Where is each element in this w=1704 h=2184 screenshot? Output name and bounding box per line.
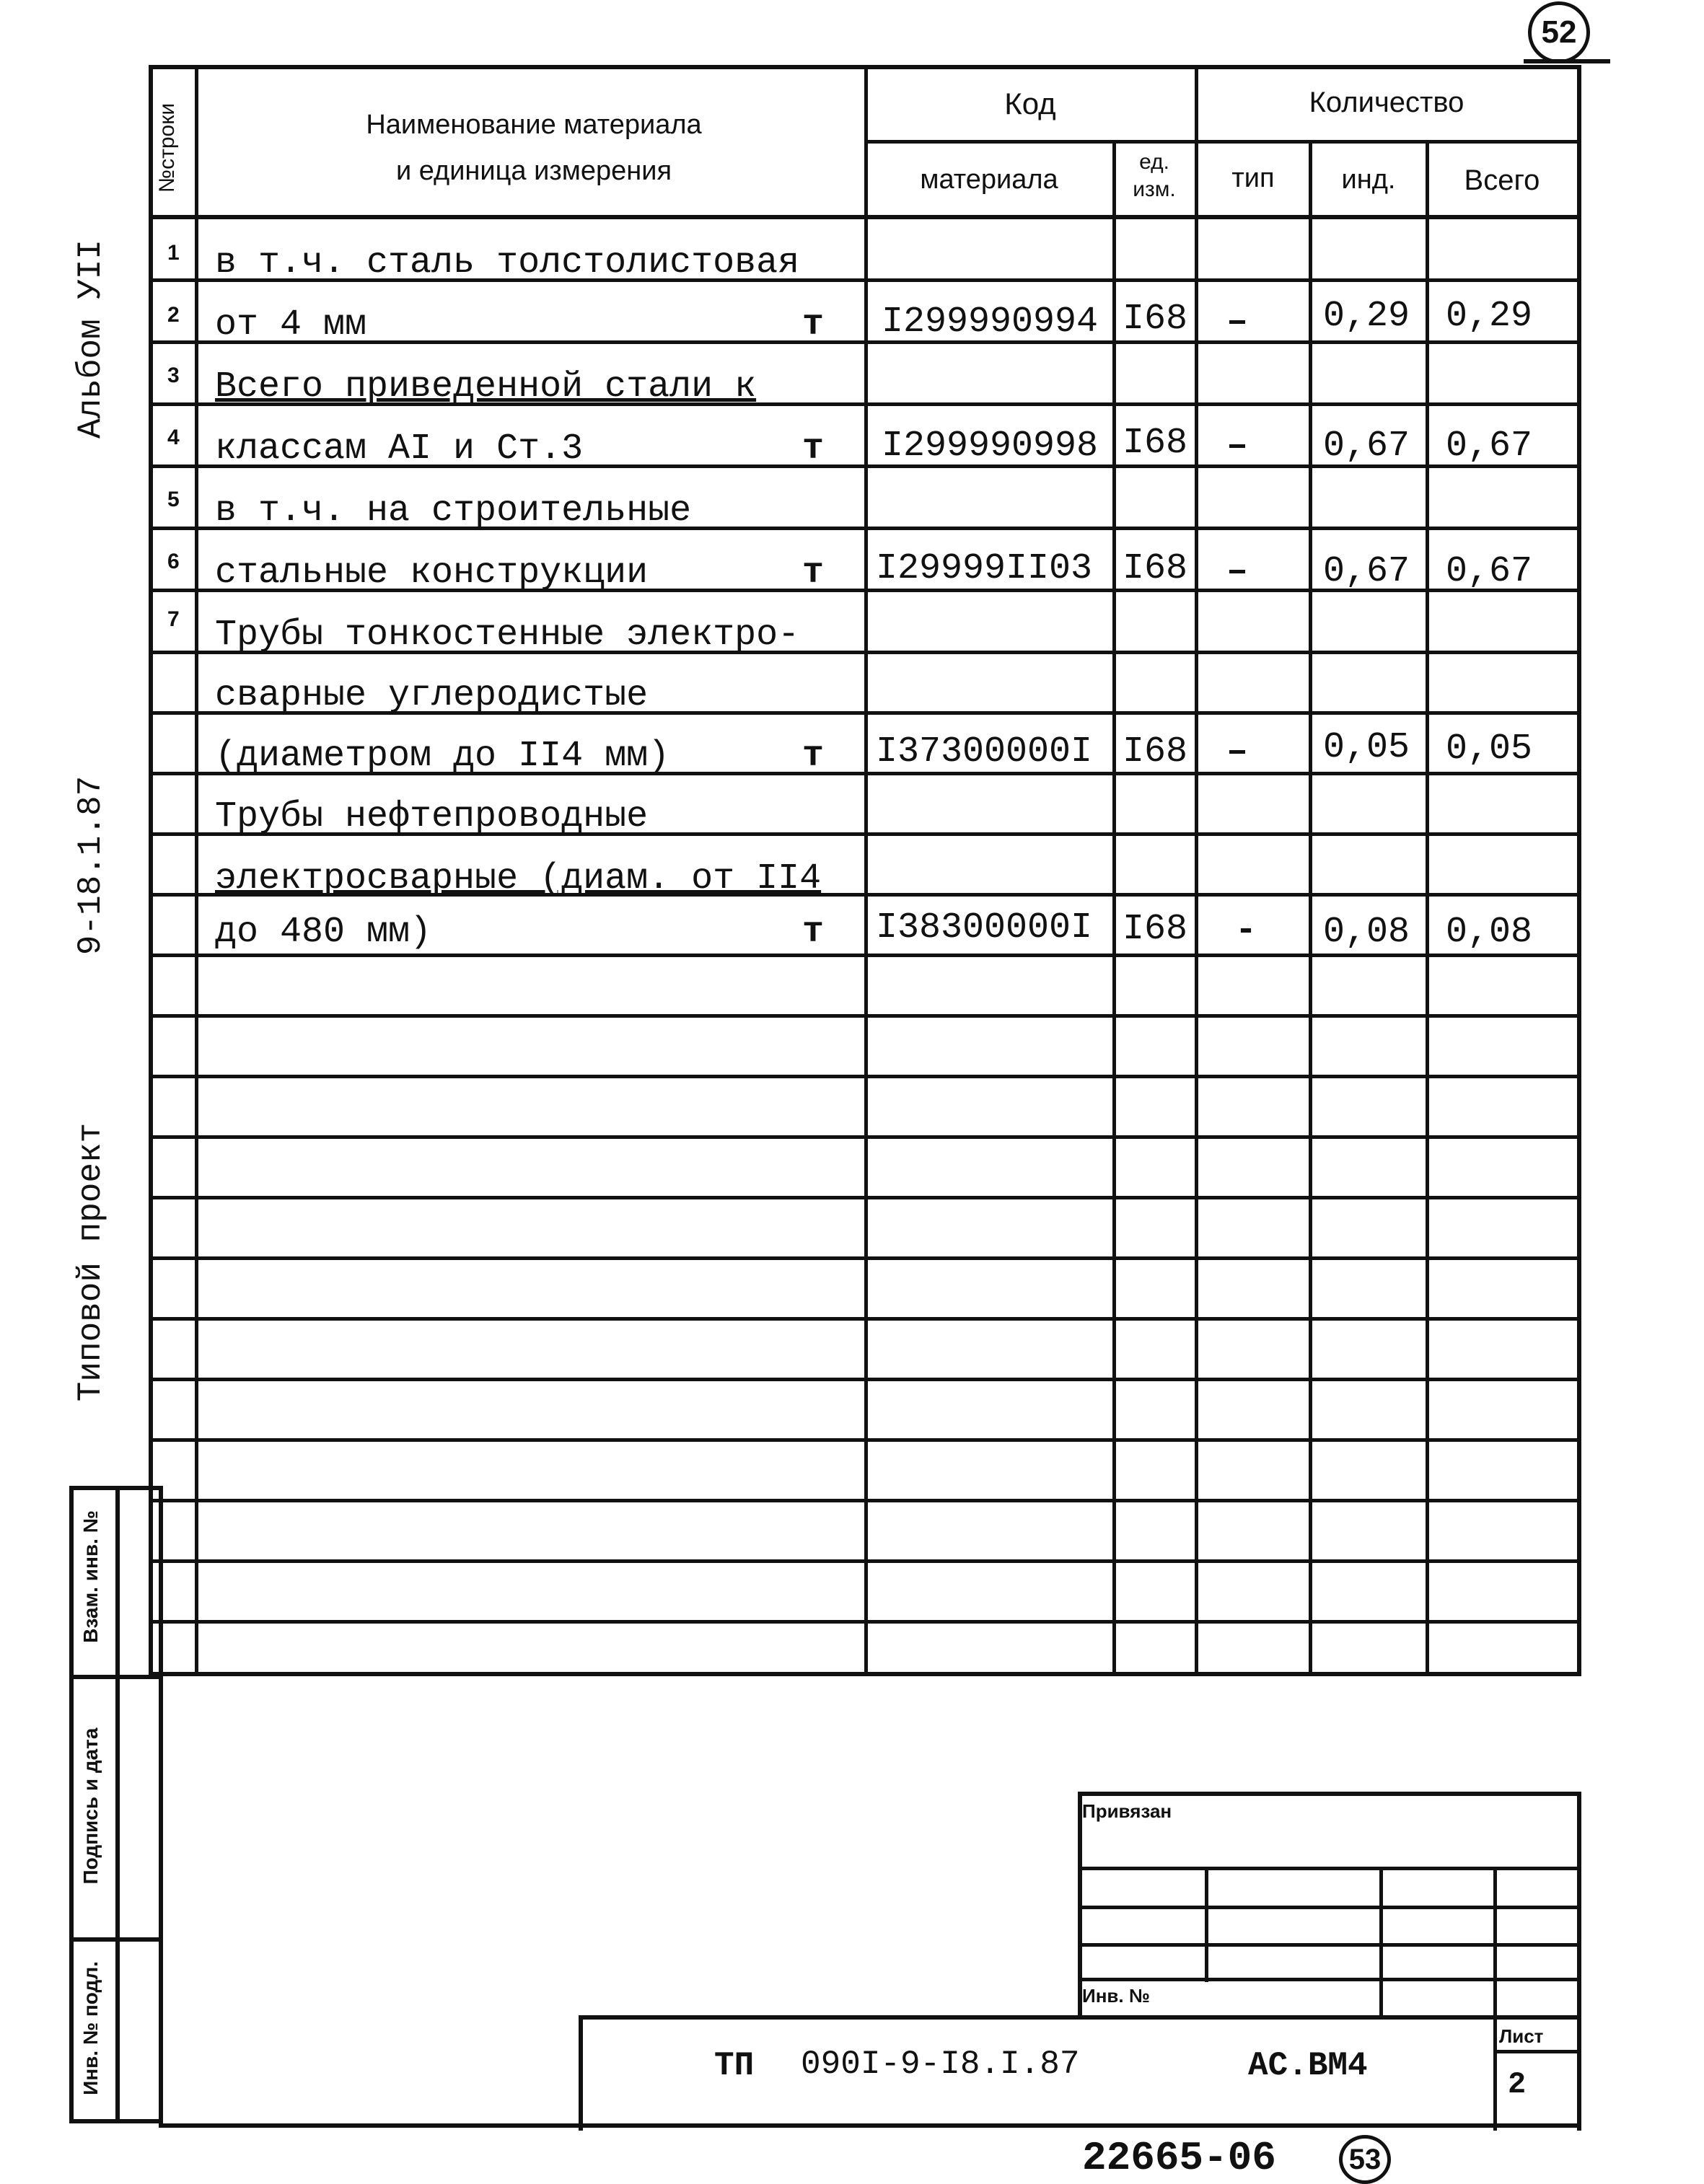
- row-number: 1: [167, 241, 180, 265]
- header-code-material: материала: [920, 164, 1058, 195]
- bottom-code: 22665-06: [1082, 2135, 1276, 2181]
- project-prefix: ТП: [714, 2047, 755, 2084]
- header-row-no: №строки: [155, 102, 179, 193]
- bottom-page-number: 53: [1348, 2144, 1382, 2175]
- row-tip: –: [1226, 426, 1249, 467]
- row-tip: –: [1226, 301, 1249, 343]
- row-name: Всего приведенной стали к: [215, 366, 757, 408]
- row-total: 0,08: [1446, 912, 1533, 953]
- row-unit: т: [802, 736, 825, 777]
- row-unit: т: [802, 304, 825, 345]
- row-code: I29999II03: [876, 548, 1093, 589]
- row-name: сварные углеродистые: [215, 675, 649, 716]
- row-name: от 4 мм: [215, 304, 367, 345]
- header-qty-total: Всего: [1464, 164, 1540, 196]
- side-title-project-type: Типовой проект: [72, 1122, 110, 1402]
- page-number-underline: [1524, 59, 1610, 63]
- page-number-badge: [1528, 1, 1590, 63]
- row-total: 0,29: [1446, 296, 1533, 337]
- row-code: I38300000I: [876, 907, 1093, 948]
- row-ind: 0,29: [1323, 296, 1410, 337]
- row-tip: –: [1226, 551, 1249, 592]
- header-qty-type: тип: [1231, 163, 1275, 193]
- project-number: 090I-9-I8.I.87: [801, 2046, 1080, 2083]
- row-ind: 0,05: [1323, 727, 1410, 768]
- row-name: в т.ч. сталь толстолистовая: [215, 242, 800, 283]
- row-name: до 480 мм): [215, 912, 432, 953]
- row-name: в т.ч. на строительные: [215, 490, 692, 532]
- doc-code: АС.ВМ4: [1248, 2047, 1368, 2084]
- header-code: Код: [1004, 87, 1056, 120]
- row-number: 7: [167, 607, 180, 631]
- header-unit-line1: ед.: [1139, 150, 1169, 174]
- row-unit: т: [802, 428, 825, 470]
- row-name: стальные конструкции: [215, 552, 649, 594]
- row-code: I299990994: [882, 301, 1099, 343]
- row-ind: 0,67: [1323, 426, 1410, 467]
- header-unit-line2: изм.: [1133, 177, 1176, 201]
- row-total: 0,05: [1446, 728, 1533, 770]
- row-ed: I68: [1123, 909, 1188, 950]
- row-code: I299990998: [882, 426, 1099, 467]
- header-quantity: Количество: [1309, 87, 1464, 118]
- row-ed: I68: [1123, 731, 1188, 772]
- row-unit: т: [802, 912, 825, 953]
- row-number: 5: [167, 488, 180, 511]
- header-qty-ind: инд.: [1341, 164, 1396, 195]
- bottom-page-badge: [1339, 2135, 1391, 2184]
- sheet-number: 2: [1508, 2067, 1527, 2102]
- row-name: классам AI и Ст.3: [215, 428, 584, 470]
- row-total: 0,67: [1446, 551, 1533, 592]
- header-name-line2: и единица измерения: [395, 156, 672, 186]
- row-number: 2: [167, 303, 180, 327]
- stamp-label-inv-podl: Инв. № подл.: [79, 1961, 102, 2095]
- side-title-project-code: 9-18.1.87: [72, 775, 110, 956]
- row-unit: т: [802, 552, 825, 594]
- row-tip: –: [1226, 731, 1249, 772]
- privyazan-label: Привязан: [1082, 1800, 1172, 1822]
- row-name: (диаметром до II4 мм): [215, 736, 670, 777]
- row-ed: I68: [1123, 423, 1188, 464]
- row-ind: 0,67: [1323, 551, 1410, 592]
- row-code: I37300000I: [876, 731, 1093, 772]
- stamp-label-vzam: Взам. инв. №: [79, 1510, 102, 1643]
- row-name: электросварные (диам. от II4: [215, 858, 822, 899]
- row-number: 4: [167, 426, 180, 449]
- row-ed: I68: [1123, 548, 1188, 589]
- side-title-album: Альбом УII: [72, 239, 110, 439]
- row-total: 0,67: [1446, 426, 1533, 467]
- stamp-label-podpis: Подпись и дата: [79, 1727, 102, 1885]
- inv-no-label: Инв. №: [1082, 1985, 1150, 2007]
- row-name: Трубы нефтепроводные: [215, 796, 649, 837]
- page-number: 52: [1541, 14, 1577, 50]
- row-tip: -: [1235, 910, 1257, 951]
- row-number: 6: [167, 550, 180, 573]
- row-ed: I68: [1123, 299, 1188, 340]
- row-name: Трубы тонкостенные электро-: [215, 615, 800, 656]
- row-ind: 0,08: [1323, 912, 1410, 953]
- header-name-line1: Наименование материала: [366, 110, 702, 140]
- sheet-label: Лист: [1499, 2025, 1544, 2047]
- row-number: 3: [167, 364, 180, 387]
